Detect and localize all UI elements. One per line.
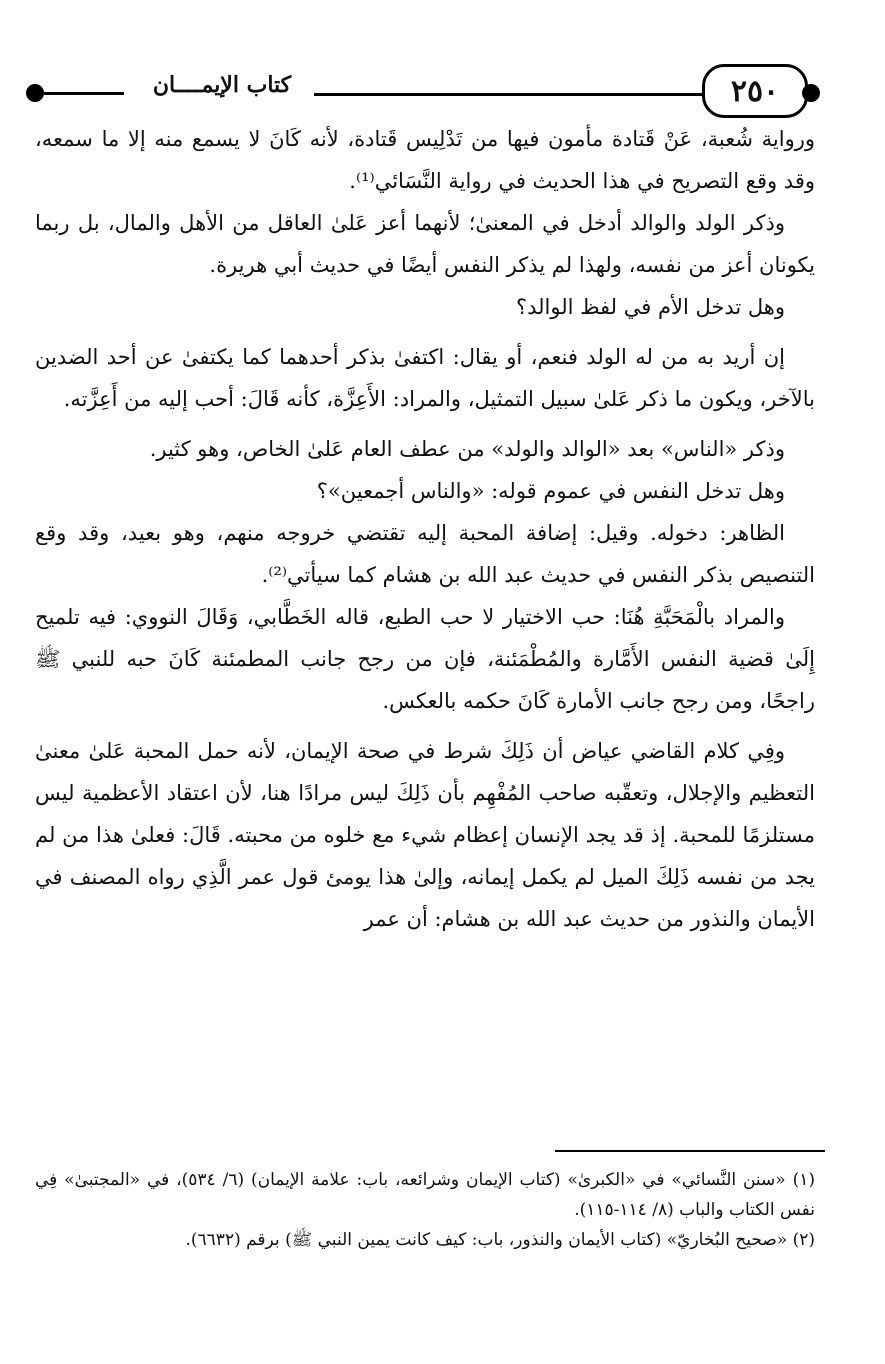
- paragraph: الظاهر: دخوله. وقيل: إضافة المحبة إليه تقتضي خروجه منهم، وهو بعيد، وقد وقع التنصيص بذكر النفس في حديث عبد الله بن هشام كما سيأتي⁽²⁾.: [35, 521, 815, 587]
- footnote: (١) «سنن النَّسائي» في «الكبرىٰ» (كتاب الإيمان وشرائعه، باب: علامة الإيمان) (٦/ ٥٣٤)، في «المجتبىٰ» فِي نفس الكتاب والباب (٨/ ١١٤-١١٥).: [35, 1170, 815, 1220]
- main-text: [35, 118, 815, 940]
- ornament-dot-left: [26, 84, 44, 102]
- footnote: (٢) «صحيح البُخاريّ» (كتاب الأيمان والنذور، باب: كيف كانت يمين النبي ﷺ) برقم (٦٦٣٢).: [185, 1230, 815, 1250]
- paragraph: وذكر الولد والوالد أدخل في المعنىٰ؛ لأنهما أعز عَلىٰ العاقل من الأهل والمال، بل ربما يكونان أعز من نفسه، ولهذا لم يذكر النفس أيضًا في حديث أبي هريرة.: [35, 211, 815, 277]
- footnotes: [35, 1165, 815, 1255]
- page-number: ٢٥٠: [702, 64, 808, 118]
- footnote-separator: [555, 1150, 825, 1152]
- paragraph: وذكر «الناس» بعد «الوالد والولد» من عطف العام عَلىٰ الخاص، وهو كثير.: [149, 437, 785, 461]
- ornament-line-right: [314, 93, 704, 96]
- paragraph: وهل تدخل الأم في لفظ الوالد؟: [515, 295, 785, 319]
- paragraph: ورواية شُعبة، عَنْ قَتادة مأمون فيها من تَدْلِيس قَتادة، لأنه كَانَ لا يسمع منه إلا ما سمعه، وقد وقع التصريح في هذا الحديث في رواية النَّسَائي⁽¹⁾.: [35, 127, 815, 193]
- paragraph: وهل تدخل النفس في عموم قوله: «والناس أجمعين»؟: [316, 479, 785, 503]
- paragraph: والمراد بالْمَحَبَّةِ هُنَا: حب الاختيار لا حب الطبع، قاله الخَطَّابي، وَقَالَ النووي: فيه تلميح إِلَىٰ قضية النفس الأَمَّارة والمُطْمَئنة، فإن من رجح جانب المطمئنة كَانَ حبه للنبي ﷺ راجحًا، ومن رجح جانب الأمارة كَانَ حكمه بالعكس.: [35, 605, 815, 713]
- paragraph: وفِي كلام القاضي عياض أن ذَلِكَ شرط في صحة الإيمان، لأنه حمل المحبة عَلىٰ معنىٰ التعظيم والإجلال، وتعقّبه صاحب المُفْهِم بأن ذَلِكَ ليس مرادًا هنا، لأن اعتقاد الأعظمية ليس مستلزمًا للمحبة. إذ قد يجد الإنسان إعظام شيء مع خلوه من محبته. قَالَ: فعلىٰ هذا من لم يجد من نفسه ذَلِكَ الميل لم يكمل إيمانه، وإلىٰ هذا يومئ قول عمر الَّذِي رواه المصنف في الأيمان والنذور من حديث عبد الله بن هشام: أن عمر: [35, 739, 815, 931]
- ornament-line-left: [44, 92, 124, 95]
- ornament-dot-right: [802, 84, 820, 102]
- page-header: [24, 62, 814, 122]
- paragraph: إن أريد به من له الولد فنعم، أو يقال: اكتفىٰ بذكر أحدهما كما يكتفىٰ عن أحد الضدين بالآخر، ويكون ما ذكر عَلىٰ سبيل التمثيل، والمراد: الأَعِزَّة، كأنه قَالَ: أحب إليه من أَعِزَّته.: [35, 345, 815, 411]
- book-title: كتاب الإيمــــان: [152, 72, 292, 98]
